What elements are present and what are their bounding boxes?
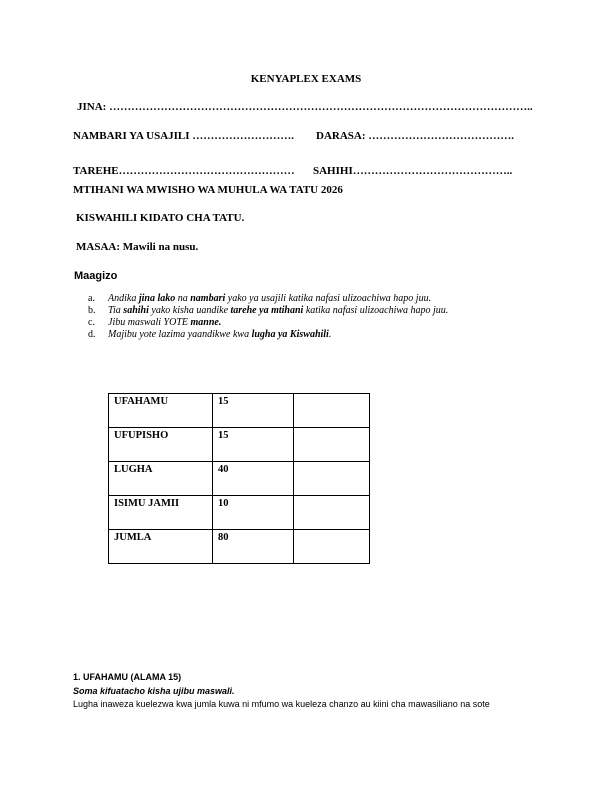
instruction-text: Majibu yote lazima yaandikwe kwa (108, 329, 252, 340)
instruction-text: katika nafasi ulizoachiwa hapo juu. (303, 305, 449, 316)
marks-cell: 15 (213, 428, 294, 462)
score-cell (294, 496, 370, 530)
marks-cell: 10 (213, 496, 294, 530)
page-title: KENYAPLEX EXAMS (250, 73, 362, 85)
score-cell (294, 428, 370, 462)
section-cell: UFAHAMU (109, 394, 213, 428)
score-cell (294, 462, 370, 496)
instruction-emphasis: jina lako (138, 293, 176, 304)
instruction-emphasis: nambari (190, 293, 226, 304)
score-cell (294, 394, 370, 428)
sahihi-field-line: SAHIHI…………………………………….. (313, 165, 513, 177)
instruction-marker: c. (88, 317, 95, 328)
marks-cell: 80 (213, 530, 294, 564)
marks-cell: 40 (213, 462, 294, 496)
table-row (109, 496, 370, 530)
instruction-text: Tia (108, 305, 124, 316)
instruction-marker: d. (88, 329, 96, 340)
instruction-item (88, 305, 448, 317)
table-row (109, 462, 370, 496)
section-cell: LUGHA (109, 462, 213, 496)
instruction-emphasis: sahihi (123, 305, 149, 316)
section-cell: JUMLA (109, 530, 213, 564)
duration-line: MASAA: Mawili na nusu. (76, 241, 199, 253)
score-cell (294, 530, 370, 564)
section-cell: ISIMU JAMII (109, 496, 213, 530)
instruction-text: Andika (108, 293, 139, 304)
instruction-item (88, 293, 448, 305)
nambari-field-line: NAMBARI YA USAJILI ………………………. (73, 130, 295, 142)
instruction-emphasis: manne. (190, 317, 222, 328)
score-table (108, 393, 370, 564)
instruction-text: na (175, 293, 191, 304)
tarehe-field-line: TAREHE………………………………………… (73, 165, 295, 177)
instruction-marker: b. (88, 305, 96, 316)
exam-name: MTIHANI WA MWISHO WA MUHULA WA TATU 2026 (73, 184, 343, 196)
instruction-item (88, 317, 448, 329)
instruction-item (88, 329, 448, 341)
section-instruction: Soma kifuatacho kisha ujibu maswali. (73, 686, 235, 696)
instruction-emphasis: tarehe ya mtihani (230, 305, 304, 316)
instructions-list (88, 293, 448, 341)
instruction-text: . (328, 329, 332, 340)
jina-field-line: JINA: …………………………………………………………………………………………………….. (77, 101, 533, 113)
darasa-field-line: DARASA: …………………………………. (316, 130, 514, 142)
passage-first-line: Lugha inaweza kuelezwa kwa jumla kuwa ni mfumo wa kueleza chanzo au kiini cha mawasiliano na sote (73, 699, 490, 709)
instruction-emphasis: lugha ya Kiswahili (251, 329, 329, 340)
marks-cell: 15 (213, 394, 294, 428)
instruction-marker: a. (88, 293, 95, 304)
instructions-heading: Maagizo (74, 270, 118, 282)
instruction-text: yako ya usajili katika nafasi ulizoachiwa hapo juu. (225, 293, 432, 304)
instruction-text: yako kisha uandike (148, 305, 231, 316)
section-heading: 1. UFAHAMU (ALAMA 15) (73, 672, 182, 682)
table-row (109, 428, 370, 462)
instruction-text: Jibu maswali YOTE (108, 317, 191, 328)
table-row (109, 394, 370, 428)
section-cell: UFUPISHO (109, 428, 213, 462)
subject-line: KISWAHILI KIDATO CHA TATU. (76, 212, 245, 224)
table-row (109, 530, 370, 564)
